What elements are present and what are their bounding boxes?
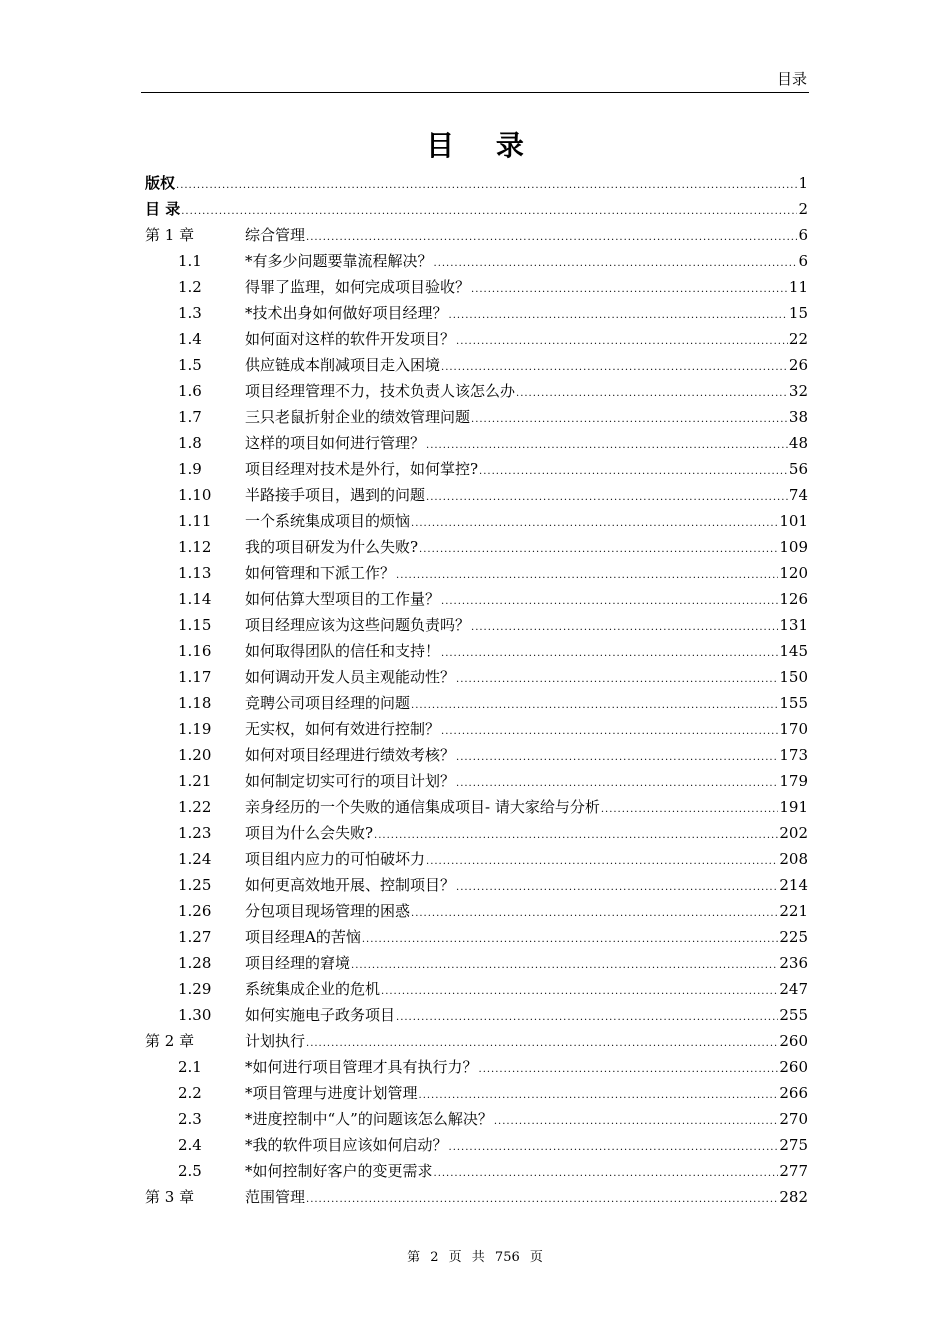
toc-entry[interactable] [145,1002,808,1028]
toc-dot-leader [306,1039,778,1054]
toc-entry[interactable] [145,1054,808,1080]
toc-entry-page: 15 [788,304,808,322]
toc-entry-page: 120 [779,564,808,582]
toc-entry-title: 三只老鼠折射企业的绩效管理问题 [245,408,471,426]
toc-entry-title: 亲身经历的一个失败的通信集成项目- 请大家给与分析 [245,798,600,816]
toc-entry[interactable] [145,924,808,950]
toc-entry[interactable] [145,326,808,352]
toc-entry[interactable] [145,534,808,560]
toc-entry-title: 项目经理A的苦恼 [245,928,361,946]
toc-entry-page: 131 [779,616,808,634]
toc-entry-page: 214 [779,876,808,894]
toc-entry-number: 1.29 [178,980,212,998]
toc-entry[interactable] [145,1184,808,1210]
toc-dot-leader [479,1065,779,1080]
toc-entry-number: 1.28 [178,954,212,972]
toc-entry-title: 半路接手项目，遇到的问题 [245,486,426,504]
toc-entry-title: *进度控制中“人”的问题该怎么解决？ [245,1110,493,1128]
toc-entry-page: 260 [779,1058,808,1076]
toc-dot-leader [449,1143,779,1158]
toc-entry-title: 项目经理应该为这些问题负责吗？ [245,616,471,634]
toc-entry-number: 1.11 [178,512,212,530]
toc-entry-title: 项目组内应力的可怕破坏力 [245,850,426,868]
toc-dot-leader [471,415,788,430]
toc-dot-leader [441,363,788,378]
toc-dot-leader [411,909,778,924]
toc-entry-page: 266 [779,1084,808,1102]
toc-entry-title: *有多少问题要靠流程解决？ [245,252,433,270]
toc-entry-title: 项目经理对技术是外行，如何掌控? [245,460,479,478]
toc-entry-page: 22 [788,330,808,348]
toc-dot-leader [411,701,778,716]
toc-entry-number: 第 1 章 [145,226,195,244]
toc-entry-page: 236 [779,954,808,972]
toc-entry-number: 1.6 [178,382,202,400]
toc-dot-leader [381,987,778,1002]
toc-entry-title: *如何进行项目管理才具有执行力？ [245,1058,478,1076]
toc-entry[interactable] [145,456,808,482]
toc-entry-number: 1.25 [178,876,212,894]
toc-dot-leader [426,441,788,456]
toc-entry-page: 282 [779,1188,808,1206]
toc-entry-number: 1.3 [178,304,202,322]
toc-entry-title: 系统集成企业的危机 [245,980,381,998]
toc-entry-number: 1.26 [178,902,212,920]
toc-dot-leader [441,597,778,612]
toc-entry[interactable] [145,170,808,196]
toc-entry-number: 2.5 [178,1162,202,1180]
toc-entry-title: 如何更高效地开展、控制项目？ [245,876,456,894]
toc-entry-title: 项目经理管理不力，技术负责人该怎么办 [245,382,516,400]
toc-dot-leader [441,727,778,742]
toc-entry-page: 26 [788,356,808,374]
toc-entry[interactable] [145,274,808,300]
toc-entry-page: 202 [779,824,808,842]
toc-entry-number: 1.22 [178,798,212,816]
toc-entry-number: 1.18 [178,694,212,712]
toc-entry-title: 如何实施电子政务项目 [245,1006,396,1024]
running-header [141,66,809,93]
toc-entry-title: 如何制定切实可行的项目计划？ [245,772,456,790]
toc-dot-leader [419,1091,779,1106]
toc-dot-leader [601,805,779,820]
toc-entry-title: 得罪了监理，如何完成项目验收？ [245,278,471,296]
toc-entry-page: 225 [779,928,808,946]
toc-dot-leader [362,935,779,950]
toc-entry[interactable] [145,820,808,846]
toc-entry-page: 2 [798,200,808,218]
toc-entry-number: 1.24 [178,850,212,868]
toc-entry[interactable] [145,1106,808,1132]
toc-entry[interactable] [145,898,808,924]
toc-entry-title: *我的软件项目应该如何启动？ [245,1136,448,1154]
toc-entry-page: 270 [779,1110,808,1128]
toc-dot-leader [516,389,788,404]
toc-entry[interactable] [145,560,808,586]
toc-dot-leader [434,259,798,274]
toc-entry-page: 179 [779,772,808,790]
toc-entry-page: 11 [788,278,808,296]
toc-entry-number: 1.8 [178,434,202,452]
toc-entry-page: 170 [779,720,808,738]
toc-entry[interactable] [145,352,808,378]
toc-entry-number: 第 2 章 [145,1032,195,1050]
toc-entry[interactable] [145,872,808,898]
toc-entry-number: 2.1 [178,1058,202,1076]
toc-entry-title: *如何控制好客户的变更需求 [245,1162,433,1180]
toc-entry-number: 2.2 [178,1084,202,1102]
toc-entry-page: 255 [779,1006,808,1024]
toc-entry-title: 分包项目现场管理的困惑 [245,902,411,920]
toc-entry[interactable] [145,404,808,430]
toc-entry[interactable] [145,950,808,976]
toc-entry-page: 277 [779,1162,808,1180]
toc-dot-leader [471,285,788,300]
toc-entry-title: *技术出身如何做好项目经理？ [245,304,448,322]
toc-dot-leader [456,779,778,794]
toc-entry-number: 1.15 [178,616,212,634]
toc-entry-number: 2.4 [178,1136,202,1154]
toc-entry-page: 6 [798,252,808,270]
toc-entry-number: 1.19 [178,720,212,738]
toc-entry[interactable] [145,690,808,716]
toc-entry-title: 范围管理 [245,1188,306,1206]
toc-entry-page: 155 [779,694,808,712]
toc-entry[interactable] [145,612,808,638]
toc-entry-page: 74 [788,486,808,504]
toc-entry[interactable] [145,430,808,456]
toc-entry-title: 无实权，如何有效进行控制？ [245,720,441,738]
toc-entry-page: 32 [788,382,808,400]
toc-entry-title: 如何面对这样的软件开发项目？ [245,330,456,348]
toc-entry[interactable] [145,794,808,820]
toc-entry[interactable] [145,716,808,742]
toc-entry-number: 1.7 [178,408,202,426]
toc-entry-number: 第 3 章 [145,1188,195,1206]
toc-entry-page: 1 [798,174,808,192]
toc-entry[interactable] [145,742,808,768]
toc-entry-number: 1.17 [178,668,212,686]
toc-entry-title: 我的项目研发为什么失败? [245,538,419,556]
toc-entry[interactable] [145,768,808,794]
toc-entry[interactable] [145,846,808,872]
toc-entry-title: 如何取得团队的信任和支持！ [245,642,441,660]
toc-entry[interactable] [145,300,808,326]
toc-entry-number: 1.10 [178,486,212,504]
toc-entry-number: 1.12 [178,538,212,556]
toc-entry-title: 综合管理 [245,226,306,244]
toc-entry-title: 一个系统集成项目的烦恼 [245,512,411,530]
toc-entry-number: 1.30 [178,1006,212,1024]
toc-entry-page: 38 [788,408,808,426]
table-of-contents [145,170,808,1210]
toc-dot-leader [176,181,797,196]
toc-entry-title: 项目为什么会失败? [245,824,374,842]
toc-entry-page: 247 [779,980,808,998]
toc-entry-number: 1.16 [178,642,212,660]
toc-entry-title: 如何估算大型项目的工作量？ [245,590,441,608]
toc-dot-leader [479,467,788,482]
toc-dot-leader [181,207,797,222]
toc-entry-title: 目 录 [145,200,181,218]
toc-entry[interactable] [145,586,808,612]
toc-entry-number: 1.2 [178,278,202,296]
running-header-title: 目录 [776,70,807,88]
toc-entry-number: 2.3 [178,1110,202,1128]
toc-entry-number: 1.14 [178,590,212,608]
toc-entry-number: 1.13 [178,564,212,582]
toc-entry-title: 供应链成本削减项目走入困境 [245,356,441,374]
toc-dot-leader [426,857,778,872]
toc-entry-title: 项目经理的窘境 [245,954,351,972]
page-footer: 第 2 页 共 756 页 [407,1250,543,1265]
toc-entry-page: 56 [788,460,808,478]
toc-entry-page: 109 [779,538,808,556]
toc-dot-leader [351,961,778,976]
toc-entry[interactable] [145,1132,808,1158]
toc-dot-leader [456,753,778,768]
toc-entry-page: 48 [788,434,808,452]
toc-dot-leader [456,883,778,898]
toc-entry[interactable] [145,638,808,664]
toc-entry-page: 260 [779,1032,808,1050]
toc-entry-number: 1.27 [178,928,212,946]
toc-dot-leader [411,519,778,534]
toc-dot-leader [306,1195,778,1210]
toc-dot-leader [434,1169,779,1184]
toc-dot-leader [396,571,778,586]
toc-entry-page: 173 [779,746,808,764]
toc-entry-number: 1.21 [178,772,212,790]
toc-entry[interactable] [145,1028,808,1054]
toc-entry-title: 竞聘公司项目经理的问题 [245,694,411,712]
toc-entry-page: 191 [779,798,808,816]
toc-dot-leader [449,311,788,326]
toc-dot-leader [426,493,788,508]
toc-entry-page: 101 [779,512,808,530]
toc-entry[interactable] [145,196,808,222]
toc-entry[interactable] [145,1080,808,1106]
toc-entry-page: 145 [779,642,808,660]
toc-entry-number: 1.9 [178,460,202,478]
toc-entry-number: 1.20 [178,746,212,764]
toc-dot-leader [494,1117,779,1132]
toc-entry-title: 版权 [145,174,176,192]
toc-entry-title: 如何管理和下派工作？ [245,564,396,582]
toc-dot-leader [456,337,788,352]
toc-entry-page: 6 [798,226,808,244]
toc-entry-title: 计划执行 [245,1032,306,1050]
toc-dot-leader [374,831,778,846]
toc-dot-leader [419,545,778,560]
page-title: 目 录 [426,129,540,162]
toc-entry[interactable] [145,976,808,1002]
toc-entry[interactable] [145,222,808,248]
toc-dot-leader [471,623,778,638]
toc-entry-page: 126 [779,590,808,608]
toc-entry[interactable] [145,664,808,690]
toc-entry-page: 150 [779,668,808,686]
toc-entry-page: 221 [779,902,808,920]
toc-dot-leader [441,649,778,664]
toc-entry-page: 208 [779,850,808,868]
toc-entry-number: 1.4 [178,330,202,348]
toc-entry-title: 如何对项目经理进行绩效考核？ [245,746,456,764]
toc-entry[interactable] [145,248,808,274]
toc-dot-leader [456,675,778,690]
toc-entry-title: *项目管理与进度计划管理 [245,1084,418,1102]
toc-entry-number: 1.1 [178,252,202,270]
toc-entry-title: 这样的项目如何进行管理？ [245,434,426,452]
toc-entry[interactable] [145,1158,808,1184]
toc-entry-title: 如何调动开发人员主观能动性？ [245,668,456,686]
toc-entry[interactable] [145,482,808,508]
toc-entry-page: 275 [779,1136,808,1154]
toc-entry-number: 1.23 [178,824,212,842]
toc-entry[interactable] [145,378,808,404]
toc-entry[interactable] [145,508,808,534]
toc-entry-number: 1.5 [178,356,202,374]
toc-dot-leader [396,1013,778,1028]
toc-dot-leader [306,233,797,248]
